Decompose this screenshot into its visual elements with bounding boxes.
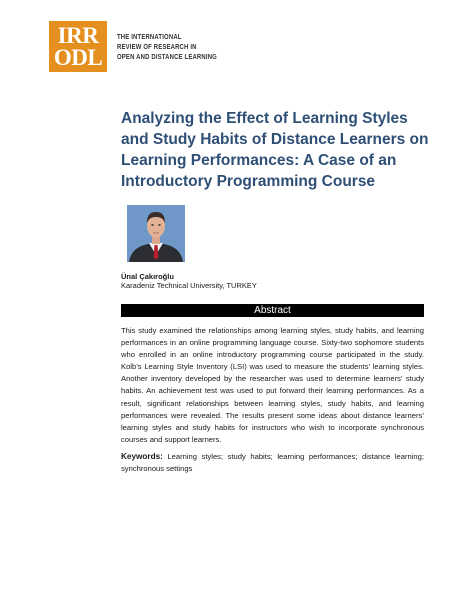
journal-name-line: THE INTERNATIONAL xyxy=(117,34,182,41)
logo-text-top: IRR xyxy=(57,22,99,48)
keywords-label: Keywords: xyxy=(121,452,163,461)
abstract-text: This study examined the relationships among learning styles, study habits, and learning performances in an online programming language course. Sixty-two sophomore students who enrolled in an online introductory programming course participated in the study. Kolb’s Learning Style Inventory (LSI) was used to measure the students’ learning styles. Another inventory developed by the researcher was used to determine learners’ study habits. An achievement test was used to put forward their learning performances. As a result, significant relationships between learning styles, study habits, and learning performances were revealed. The results present some ideas about distance learners’ learning styles and study habits for instructors who wish to incorporate synchronous courses and support learners. xyxy=(121,326,424,444)
journal-name xyxy=(117,33,217,63)
author-name: Ünal Çakıroğlu xyxy=(121,272,174,281)
keywords xyxy=(121,451,424,474)
journal-name-line: REVIEW OF RESEARCH IN xyxy=(117,44,197,51)
abstract-heading: Abstract xyxy=(121,304,424,317)
paper-title: Analyzing the Effect of Learning Styles and Study Habits of Distance Learners on Learning Performances: A Case of an Introductory Programming Course xyxy=(121,110,429,190)
author-photo xyxy=(127,205,185,262)
journal-logo xyxy=(49,21,107,72)
journal-name-line: OPEN AND DISTANCE LEARNING xyxy=(117,54,217,61)
logo-text-bottom: ODL xyxy=(53,44,103,70)
author-affiliation: Karadeniz Technical University, TURKEY xyxy=(121,281,257,290)
author-portrait-image xyxy=(127,205,185,262)
keywords-text: Learning styles; study habits; learning performances; distance learning; synchronous settings xyxy=(121,452,424,473)
